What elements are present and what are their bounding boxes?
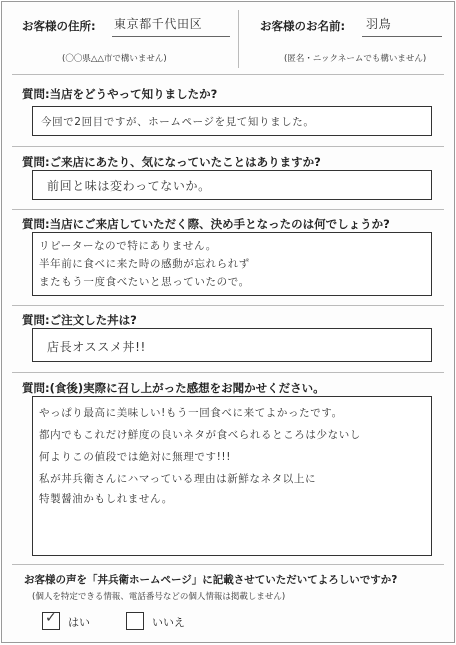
answer-3-line-1: リピーターなので特にありません。 [39, 240, 217, 252]
name-note: (匿名・ニックネームでも構いません) [284, 54, 427, 64]
consent-question: お客様の声を「丼兵衛ホームページ」に記載させていただいてよろしいですか? [24, 574, 398, 586]
divider [12, 564, 444, 565]
question-5-label: 質問:(食後)実際に召し上がった感想をお聞かせください。 [22, 381, 325, 395]
question-4-label: 質問:ご注文した丼は? [22, 313, 137, 327]
answer-2-box[interactable] [32, 170, 432, 200]
answer-3-line-2: 半年前に食べに来た時の感動が忘れられず [39, 258, 250, 270]
name-value[interactable]: 羽鳥 [366, 17, 392, 31]
divider [12, 146, 444, 147]
address-note: (〇〇県△△市で構いません) [62, 54, 167, 64]
divider [12, 74, 444, 75]
answer-5-line-1: やっぱり最高に美味しい!もう一回食べに来てよかったです。 [39, 407, 343, 419]
answer-5-line-2: 都内でもこれだけ鮮度の良いネタが食べられるところは少ないし [39, 429, 361, 441]
answer-2-line-1: 前回と味は変わってないか。 [47, 179, 211, 193]
answer-3-line-3: またもう一度食べたいと思っていたので。 [39, 276, 250, 288]
answer-4-line-1: 店長オススメ丼!! [47, 340, 146, 354]
address-value[interactable]: 東京都千代田区 [114, 17, 203, 31]
address-label: お客様の住所: [22, 19, 96, 33]
survey-sheet [1, 1, 455, 643]
consent-no-checkbox[interactable] [126, 612, 144, 630]
answer-5-line-4: 私が丼兵衛さんにハマっている理由は新鮮なネタ以上に [39, 473, 317, 485]
answer-1-box[interactable] [32, 106, 432, 136]
consent-no-label: いいえ [152, 616, 185, 629]
question-3-label: 質問:当店にご来店していただく際、決め手となったのは何でしょうか? [22, 217, 390, 231]
name-label: お客様のお名前: [260, 19, 346, 33]
answer-5-line-3: 何よりこの値段では絶対に無理です!!! [39, 451, 232, 463]
question-2-label: 質問:ご来店にあたり、気になっていたことはありますか? [22, 155, 321, 169]
divider [12, 305, 444, 306]
consent-yes-label: はい [68, 616, 90, 629]
answer-5-line-5: 特製醤油かもしれません。 [39, 493, 173, 505]
answer-1-line-1: 今回で2回目ですが、ホームページを見て知りました。 [41, 116, 315, 128]
consent-note: (個人を特定できる情報、電話番号などの個人情報は掲載しません) [32, 592, 286, 602]
name-underline [362, 36, 442, 37]
header-divider [238, 10, 239, 68]
consent-yes-checkbox[interactable] [42, 612, 60, 630]
address-underline [112, 36, 230, 37]
divider [12, 209, 444, 210]
question-1-label: 質問:当店をどうやって知りましたか? [22, 87, 218, 101]
answer-4-box[interactable] [32, 328, 432, 362]
divider [12, 372, 444, 373]
answer-5-box[interactable] [32, 396, 432, 556]
answer-3-box[interactable] [32, 232, 432, 296]
check-icon: ✓ [45, 610, 57, 626]
